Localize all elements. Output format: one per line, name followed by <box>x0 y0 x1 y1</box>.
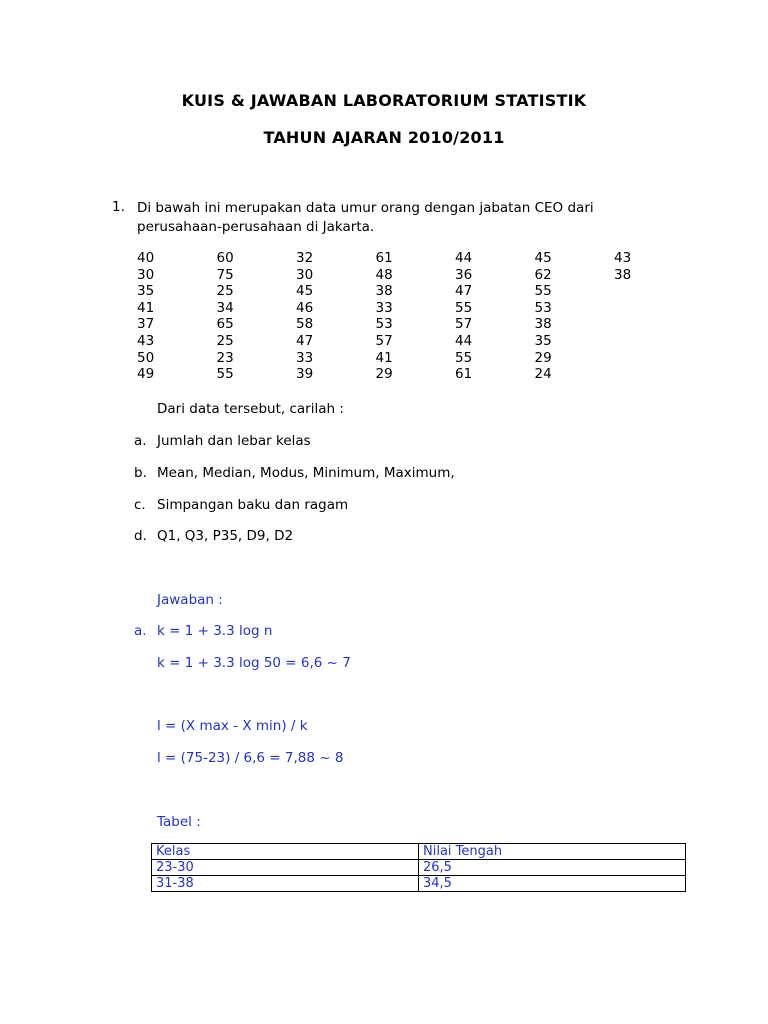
table-cell: 23-30 <box>152 860 419 876</box>
data-value: 37 <box>137 316 155 333</box>
data-value: 48 <box>375 266 393 283</box>
data-value: 34 <box>216 299 234 316</box>
item-label-b: b. <box>134 465 147 481</box>
item-label-c: c. <box>134 497 146 513</box>
item-label-a: a. <box>134 433 147 449</box>
data-value: 32 <box>296 250 314 266</box>
data-value: 44 <box>455 333 473 349</box>
item-text-c: Simpangan baku dan ragam <box>157 497 349 513</box>
data-value: 57 <box>375 333 393 349</box>
data-value: 45 <box>296 283 314 300</box>
class-table <box>151 843 686 892</box>
answer-calc-l: l = (75-23) / 6,6 = 7,88 ~ 8 <box>157 750 344 766</box>
answer-formula-l: l = (X max - X min) / k <box>157 718 308 734</box>
data-value: 25 <box>216 333 234 349</box>
data-value: 45 <box>534 250 552 266</box>
data-value: 43 <box>137 333 155 349</box>
data-value: 58 <box>296 316 314 333</box>
data-value: 30 <box>296 266 314 283</box>
data-value: 38 <box>375 283 393 300</box>
data-value: 55 <box>216 366 234 383</box>
data-value: 39 <box>296 366 314 383</box>
question-number: 1. <box>112 199 125 215</box>
table-header-cell: Kelas <box>152 844 419 860</box>
data-value: 65 <box>216 316 234 333</box>
data-value: 36 <box>455 266 473 283</box>
table-cell: 34,5 <box>419 876 686 892</box>
data-value: 43 <box>614 250 632 266</box>
data-value: 40 <box>137 250 155 266</box>
instruction-text: Dari data tersebut, carilah : <box>157 401 344 417</box>
data-value: 23 <box>216 349 234 366</box>
data-value: 41 <box>375 349 393 366</box>
data-value: 46 <box>296 299 314 316</box>
table-row <box>152 860 686 876</box>
answer-heading: Jawaban : <box>157 592 223 608</box>
table-row <box>152 876 686 892</box>
data-value: 53 <box>534 299 552 316</box>
table-cell: 31-38 <box>152 876 419 892</box>
item-text-a: Jumlah dan lebar kelas <box>157 433 311 449</box>
data-value: 55 <box>455 349 473 366</box>
table-header-cell: Nilai Tengah <box>419 844 686 860</box>
data-value: 33 <box>296 349 314 366</box>
data-value: 38 <box>534 316 552 333</box>
data-value: 57 <box>455 316 473 333</box>
answer-formula-k: k = 1 + 3.3 log n <box>157 623 273 639</box>
data-value: 49 <box>137 366 155 383</box>
data-value: 53 <box>375 316 393 333</box>
data-value: 61 <box>375 250 393 266</box>
answer-calc-k: k = 1 + 3.3 log 50 = 6,6 ~ 7 <box>157 655 351 671</box>
data-value: 33 <box>375 299 393 316</box>
data-value: 30 <box>137 266 155 283</box>
data-value: 60 <box>216 250 234 266</box>
data-value: 38 <box>614 266 632 283</box>
data-value: 55 <box>455 299 473 316</box>
data-value: 75 <box>216 266 234 283</box>
page-subtitle: TAHUN AJARAN 2010/2011 <box>263 128 505 147</box>
table-cell: 26,5 <box>419 860 686 876</box>
item-label-d: d. <box>134 528 147 544</box>
data-value: 24 <box>534 366 552 383</box>
data-value: 25 <box>216 283 234 300</box>
data-value: 29 <box>375 366 393 383</box>
data-value: 62 <box>534 266 552 283</box>
question-text: Di bawah ini merupakan data umur orang dengan jabatan CEO dari perusahaan-perusahaan di Jakarta. <box>137 200 594 235</box>
data-value: 35 <box>534 333 552 349</box>
page-title: KUIS & JAWABAN LABORATORIUM STATISTIK <box>181 91 587 110</box>
answer-label-a: a. <box>134 623 147 639</box>
table-heading: Tabel : <box>157 814 201 830</box>
data-value: 47 <box>296 333 314 349</box>
data-value: 44 <box>455 250 473 266</box>
data-value: 50 <box>137 349 155 366</box>
data-value: 55 <box>534 283 552 300</box>
data-value: 35 <box>137 283 155 300</box>
item-text-b: Mean, Median, Modus, Minimum, Maximum, <box>157 465 455 481</box>
data-value: 47 <box>455 283 473 300</box>
data-value: 29 <box>534 349 552 366</box>
data-value: 41 <box>137 299 155 316</box>
table-header-row <box>152 844 686 860</box>
data-value: 61 <box>455 366 473 383</box>
item-text-d: Q1, Q3, P35, D9, D2 <box>157 528 294 544</box>
